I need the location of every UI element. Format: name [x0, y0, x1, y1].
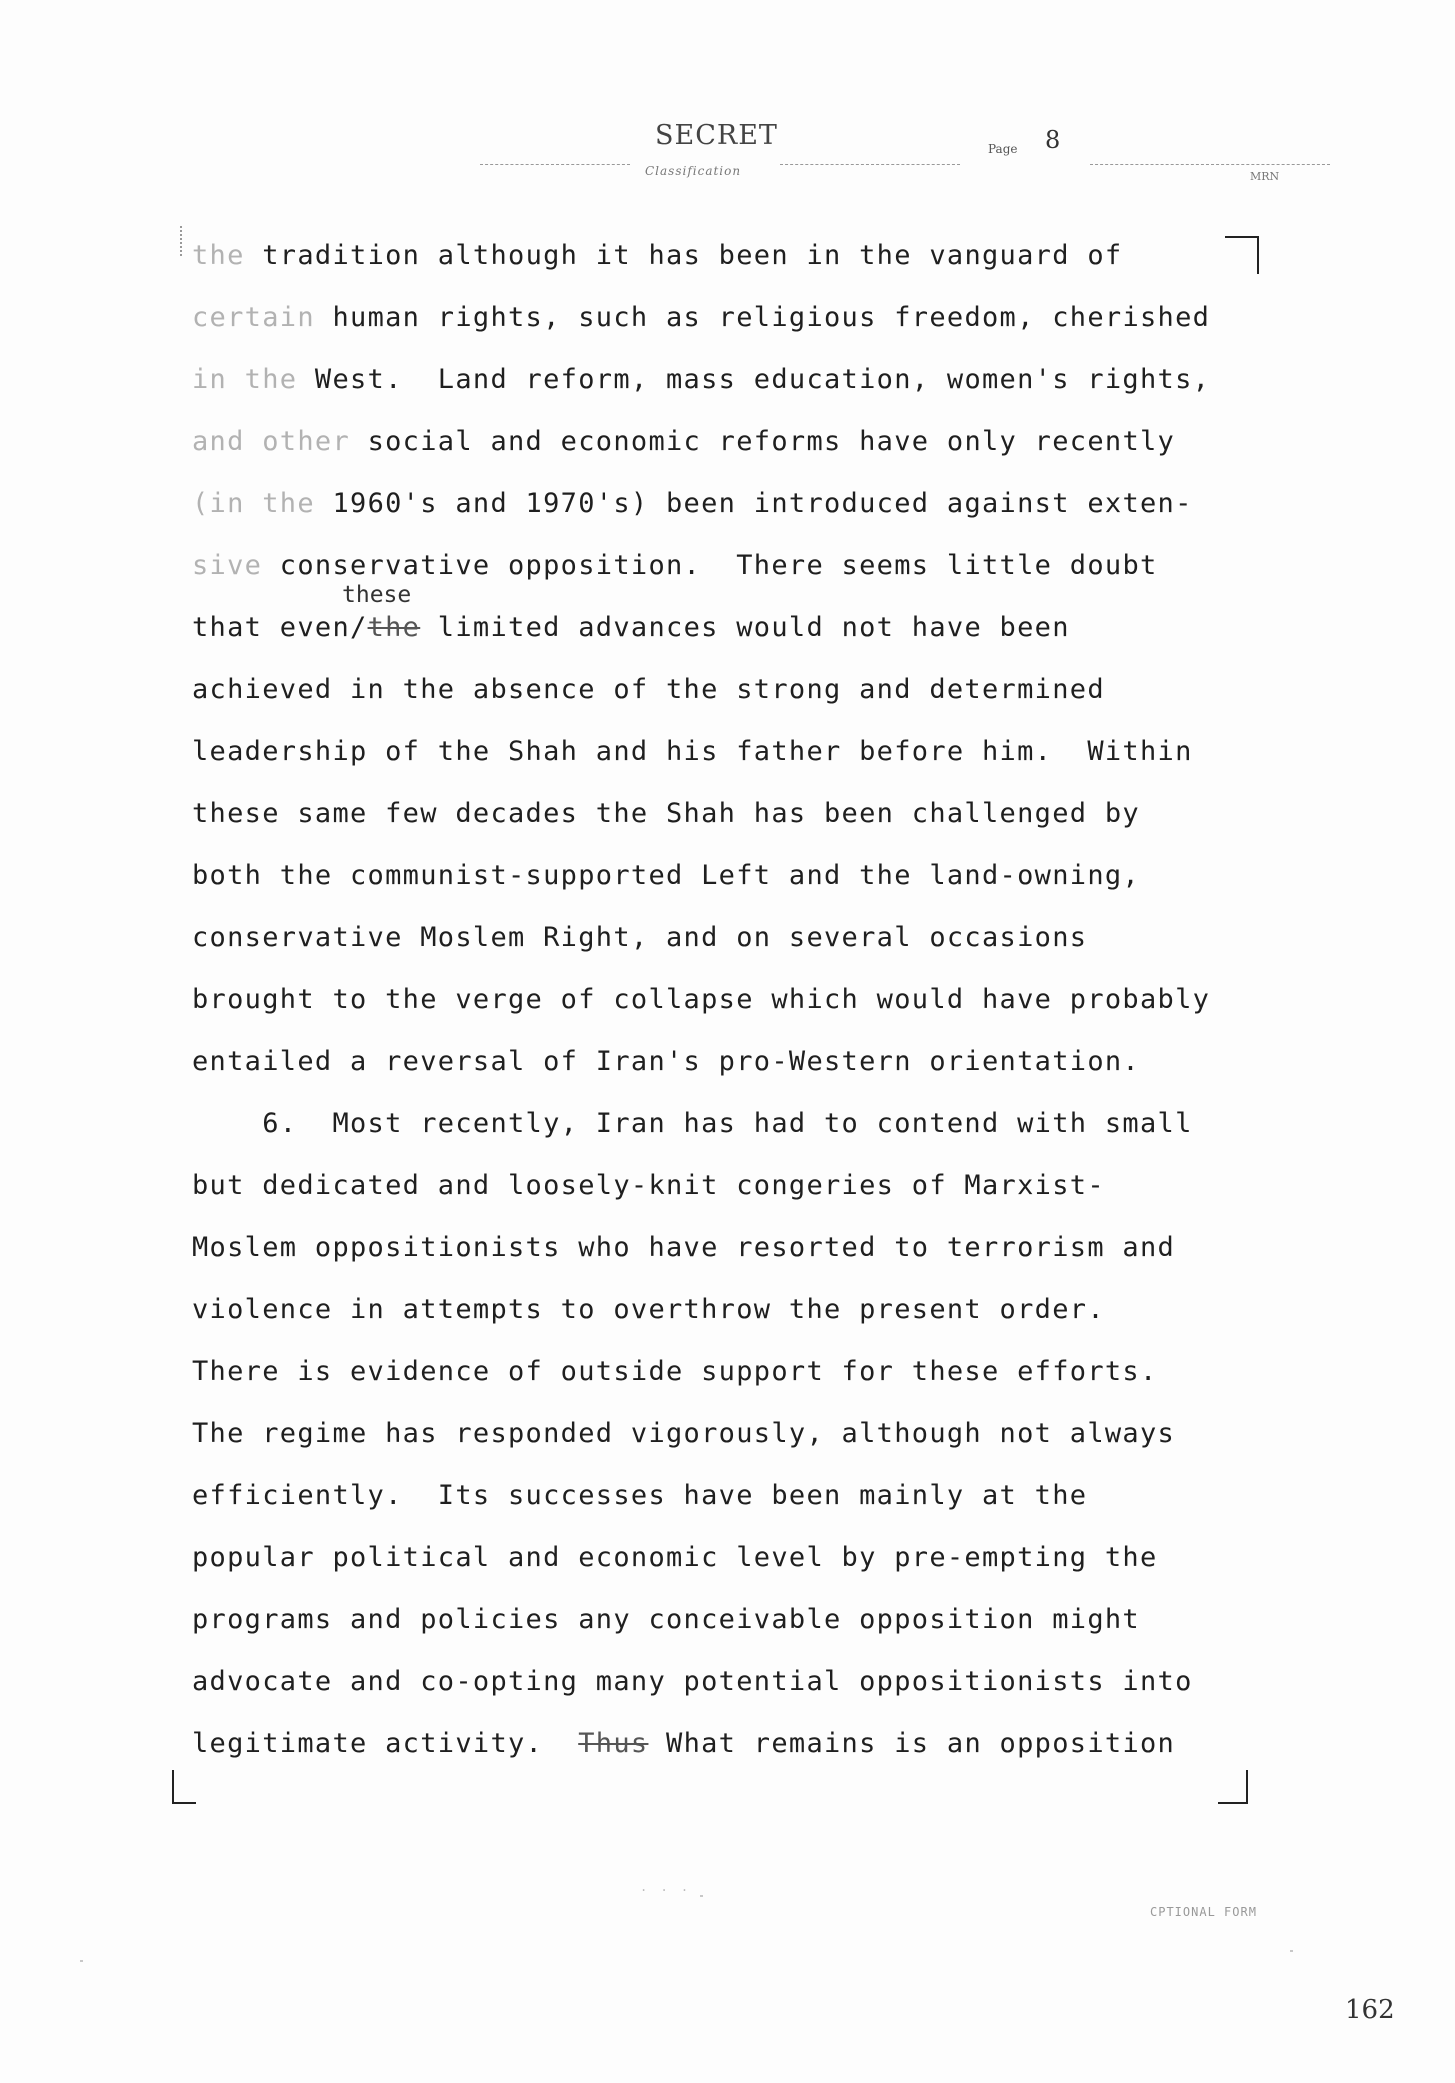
footer-right-stamp: CPTIONAL FORM [1150, 1905, 1257, 1919]
line-text-after: What remains is an opposition [648, 1728, 1176, 1759]
scan-speck [1290, 1950, 1293, 1952]
faded-fragment: sive [192, 550, 280, 581]
margin-tick [180, 226, 182, 256]
footer-stamp: . . . [640, 1880, 692, 1894]
text-line [192, 1604, 1140, 1635]
text-line [192, 1294, 1105, 1325]
line-text: violence in attempts to overthrow the present order. [192, 1294, 1105, 1325]
faded-fragment: (in the [192, 488, 333, 519]
line-text: brought to the verge of collapse which would have probably [192, 984, 1211, 1015]
line-text: achieved in the absence of the strong and determined [192, 674, 1105, 705]
text-line [192, 1170, 1105, 1201]
text-line [192, 674, 1105, 705]
text-line [192, 1108, 1193, 1139]
line-text: 1960's and 1970's) been introduced against exten- [332, 488, 1193, 519]
line-text: efficiently. Its successes have been mainly at the [192, 1480, 1088, 1511]
line-text: social and economic reforms have only recently [367, 426, 1176, 457]
text-line [192, 798, 1140, 829]
header-rule-middle [780, 164, 960, 165]
page-header [480, 120, 1380, 190]
line-text: 6. Most recently, Iran has had to contend with small [192, 1108, 1193, 1139]
faded-fragment: in the [192, 364, 315, 395]
line-text: West. Land reform, mass education, women's rights, [314, 364, 1211, 395]
text-line [192, 488, 1193, 519]
line-text: conservative opposition. There seems little doubt [279, 550, 1158, 581]
page-label: Page [988, 142, 1018, 156]
text-line [192, 1480, 1087, 1511]
line-text: these same few decades the Shah has been challenged by [192, 798, 1140, 829]
line-text-before: that even/ [192, 612, 368, 643]
text-line [192, 984, 1210, 1015]
text-line [192, 736, 1193, 767]
line-text: Moslem oppositionists who have resorted to terrorism and [192, 1232, 1176, 1263]
page-number: 8 [1045, 126, 1061, 154]
classification-caption: Classification [645, 164, 742, 178]
text-line [192, 1046, 1140, 1077]
classification-mark: SECRET [655, 120, 778, 151]
line-text: human rights, such as religious freedom, cherished [332, 302, 1211, 333]
bracket-top-right [1225, 236, 1259, 274]
line-text: There is evidence of outside support for these efforts. [192, 1356, 1158, 1387]
text-line [192, 612, 1070, 643]
text-line [192, 1666, 1193, 1697]
text-line [192, 550, 1158, 581]
inserted-word: these [342, 582, 412, 608]
line-text: leadership of the Shah and his father before him. Within [192, 736, 1193, 767]
struck-word: the [367, 612, 421, 643]
line-text: conservative Moslem Right, and on several occasions [192, 922, 1088, 953]
text-line [192, 426, 1175, 457]
text-line [192, 1356, 1158, 1387]
folio-number: 162 [1345, 1995, 1395, 2025]
header-rule-left [480, 164, 630, 165]
faded-fragment: the [192, 240, 263, 271]
text-line [192, 860, 1140, 891]
line-text-after: limited advances would not have been [420, 612, 1070, 643]
line-text-before: legitimate activity. [192, 1728, 579, 1759]
text-line [192, 1232, 1175, 1263]
text-line [192, 922, 1087, 953]
faded-fragment: and other [192, 426, 368, 457]
bracket-bottom-left [172, 1770, 196, 1804]
line-text: both the communist-supported Left and the land-owning, [192, 860, 1140, 891]
line-text: programs and policies any conceivable opposition might [192, 1604, 1140, 1635]
faded-fragment: certain [192, 302, 333, 333]
text-line [192, 1542, 1158, 1573]
text-line [192, 240, 1122, 271]
line-text: advocate and co-opting many potential oppositionists into [192, 1666, 1193, 1697]
bracket-bottom-right [1218, 1770, 1248, 1804]
line-text: entailed a reversal of Iran's pro-Western orientation. [192, 1046, 1140, 1077]
text-line [192, 1728, 1175, 1759]
text-line [192, 1418, 1175, 1449]
text-line [192, 302, 1210, 333]
scan-speck [700, 1895, 703, 1897]
line-text: but dedicated and loosely-knit congeries of Marxist- [192, 1170, 1105, 1201]
line-text: popular political and economic level by pre-empting the [192, 1542, 1158, 1573]
line-text: tradition although it has been in the vanguard of [262, 240, 1123, 271]
header-rule-right [1090, 164, 1330, 165]
text-line [192, 364, 1210, 395]
header-right-mark: MRN [1250, 170, 1280, 183]
scan-speck [80, 1960, 83, 1962]
line-text: The regime has responded vigorously, although not always [192, 1418, 1176, 1449]
struck-word: Thus [578, 1728, 649, 1759]
